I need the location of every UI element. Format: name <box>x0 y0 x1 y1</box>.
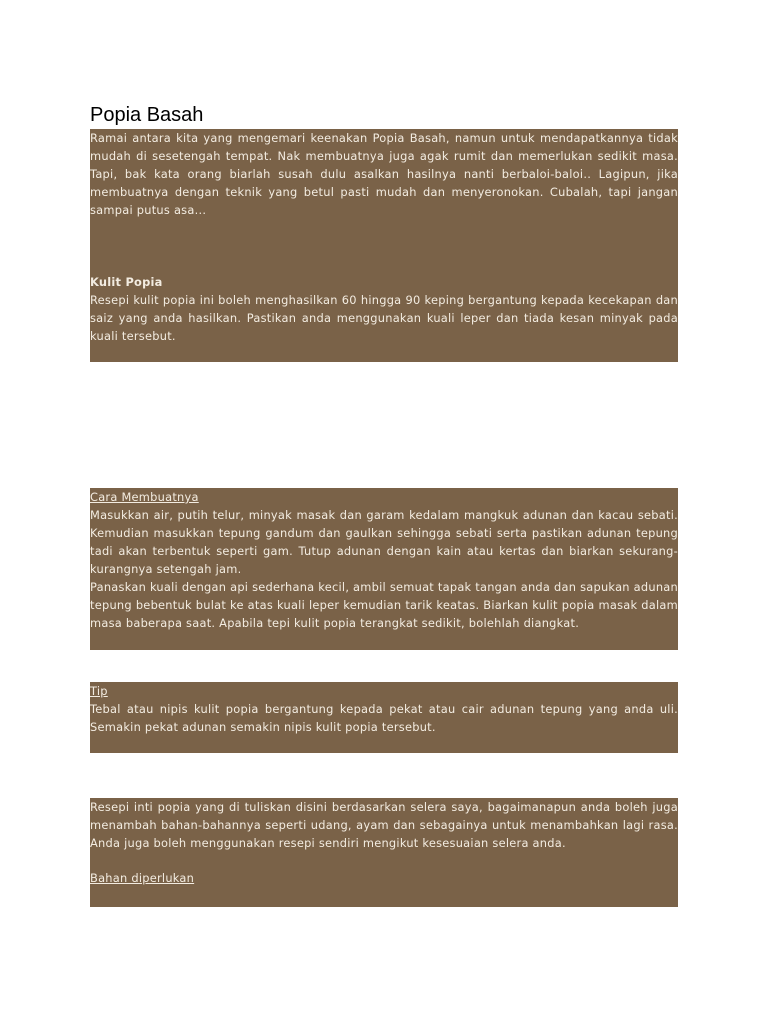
method-step-2: Panaskan kuali dengan api sederhana kecil, ambil semuat tapak tangan anda dan sapukan adunan tepung bebentuk bulat ke atas kuali leper kemudian tarik keatas. Biarkan kulit popia masak dalam masa baberapa saat. Apabila tepi kulit popia terangkat sedikit, bolehlah diangkat. <box>90 580 678 630</box>
intro-paragraph: Ramai antara kita yang mengemari keenakan Popia Basah, namun untuk mendapatkannya tidak mudah di sesetengah tempat. Nak membuatnya juga agak rumit dan memerlukan sedikit masa. Tapi, bak kata orang biarlah susah dulu asalkan hasilnya nanti berbaloi-baloi.. Lagipun, jika membuatnya dengan teknik yang betul pasti mudah dan menyeronokan. Cubalah, tapi jangan sampai putus asa... <box>90 131 678 217</box>
filling-section <box>90 798 678 907</box>
tip-text: Tebal atau nipis kulit popia bergantung kepada pekat atau cair adunan tepung yang anda uli. Semakin pekat adunan semakin nipis kulit popia tersebut. <box>90 702 678 734</box>
kulit-popia-text: Resepi kulit popia ini boleh menghasilkan 60 hingga 90 keping bergantung kepada kecekapan dan saiz yang anda hasilkan. Pastikan anda menggunakan kuali leper dan tiada kesan minyak pada kuali tersebut. <box>90 293 678 343</box>
method-heading[interactable]: Cara Membuatnya <box>90 490 199 504</box>
page-title: Popia Basah <box>90 104 204 126</box>
ingredients-heading[interactable]: Bahan diperlukan <box>90 871 195 885</box>
kulit-popia-heading: Kulit Popia <box>90 275 163 289</box>
filling-text: Resepi inti popia yang di tuliskan disini berdasarkan selera saya, bagaimanapun anda boleh juga menambah bahan-bahannya seperti udang, ayam dan sebagainya untuk menambahkan lagi rasa. Anda juga boleh menggunakan resepi sendiri mengikut kesesuaian selera anda. <box>90 800 678 850</box>
method-step-1: Masukkan air, putih telur, minyak masak dan garam kedalam mangkuk adunan dan kacau sebati. Kemudian masukkan tepung gandum dan gaulkan sehingga sebati serta pastikan adunan tepung tadi akan terbentuk seperti gam. Tutup adunan dengan kain atau kertas dan biarkan sekurang-kurangnya setengah jam. <box>90 508 678 576</box>
tip-heading[interactable]: Tip <box>90 684 108 698</box>
spacer <box>90 219 678 273</box>
intro-section <box>90 129 678 362</box>
spacer <box>90 852 678 869</box>
method-section <box>90 488 678 650</box>
tip-section <box>90 682 678 753</box>
